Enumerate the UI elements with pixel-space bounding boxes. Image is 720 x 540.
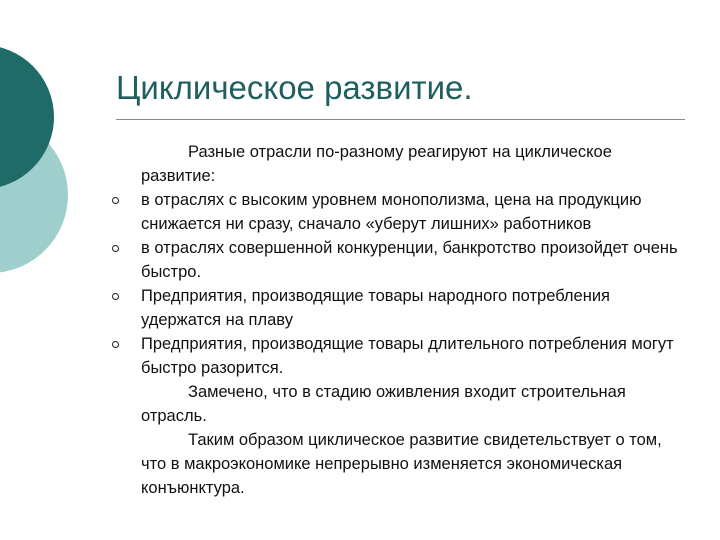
intro-paragraph: Разные отрасли по-разному реагируют на циклическое развитие: [141, 143, 612, 185]
slide-title: Циклическое развитие. [116, 69, 473, 106]
list-item [141, 236, 681, 284]
slide-body [141, 140, 681, 500]
list-item-text: в отраслях совершенной конкуренции, банкротство произойдет очень быстро. [141, 239, 678, 281]
list-item-text: в отраслях с высоким уровнем монополизма, цена на продукцию снижается ни сразу, сначало «уберут лишних» работников [141, 191, 642, 233]
list-item-text: Предприятия, производящие товары длительного потребления могут быстро разорится. [141, 335, 674, 377]
decorative-circles [0, 0, 80, 300]
circle-bullet-icon [112, 293, 119, 300]
list-item [141, 332, 681, 380]
title-divider [116, 119, 685, 120]
list-item [141, 188, 681, 236]
circle-bullet-icon [112, 197, 119, 204]
circle-bullet-icon [112, 341, 119, 348]
circle-bullet-icon [112, 245, 119, 252]
conclusion-paragraph: Таким образом циклическое развитие свидетельствует о том, что в макроэкономике непрерывно изменяется экономическая конъюнктура. [141, 431, 662, 497]
list-item [141, 284, 681, 332]
list-item-text: Предприятия, производящие товары народного потребления удержатся на плаву [141, 287, 610, 329]
note-paragraph: Замечено, что в стадию оживления входит строительная отрасль. [141, 383, 626, 425]
